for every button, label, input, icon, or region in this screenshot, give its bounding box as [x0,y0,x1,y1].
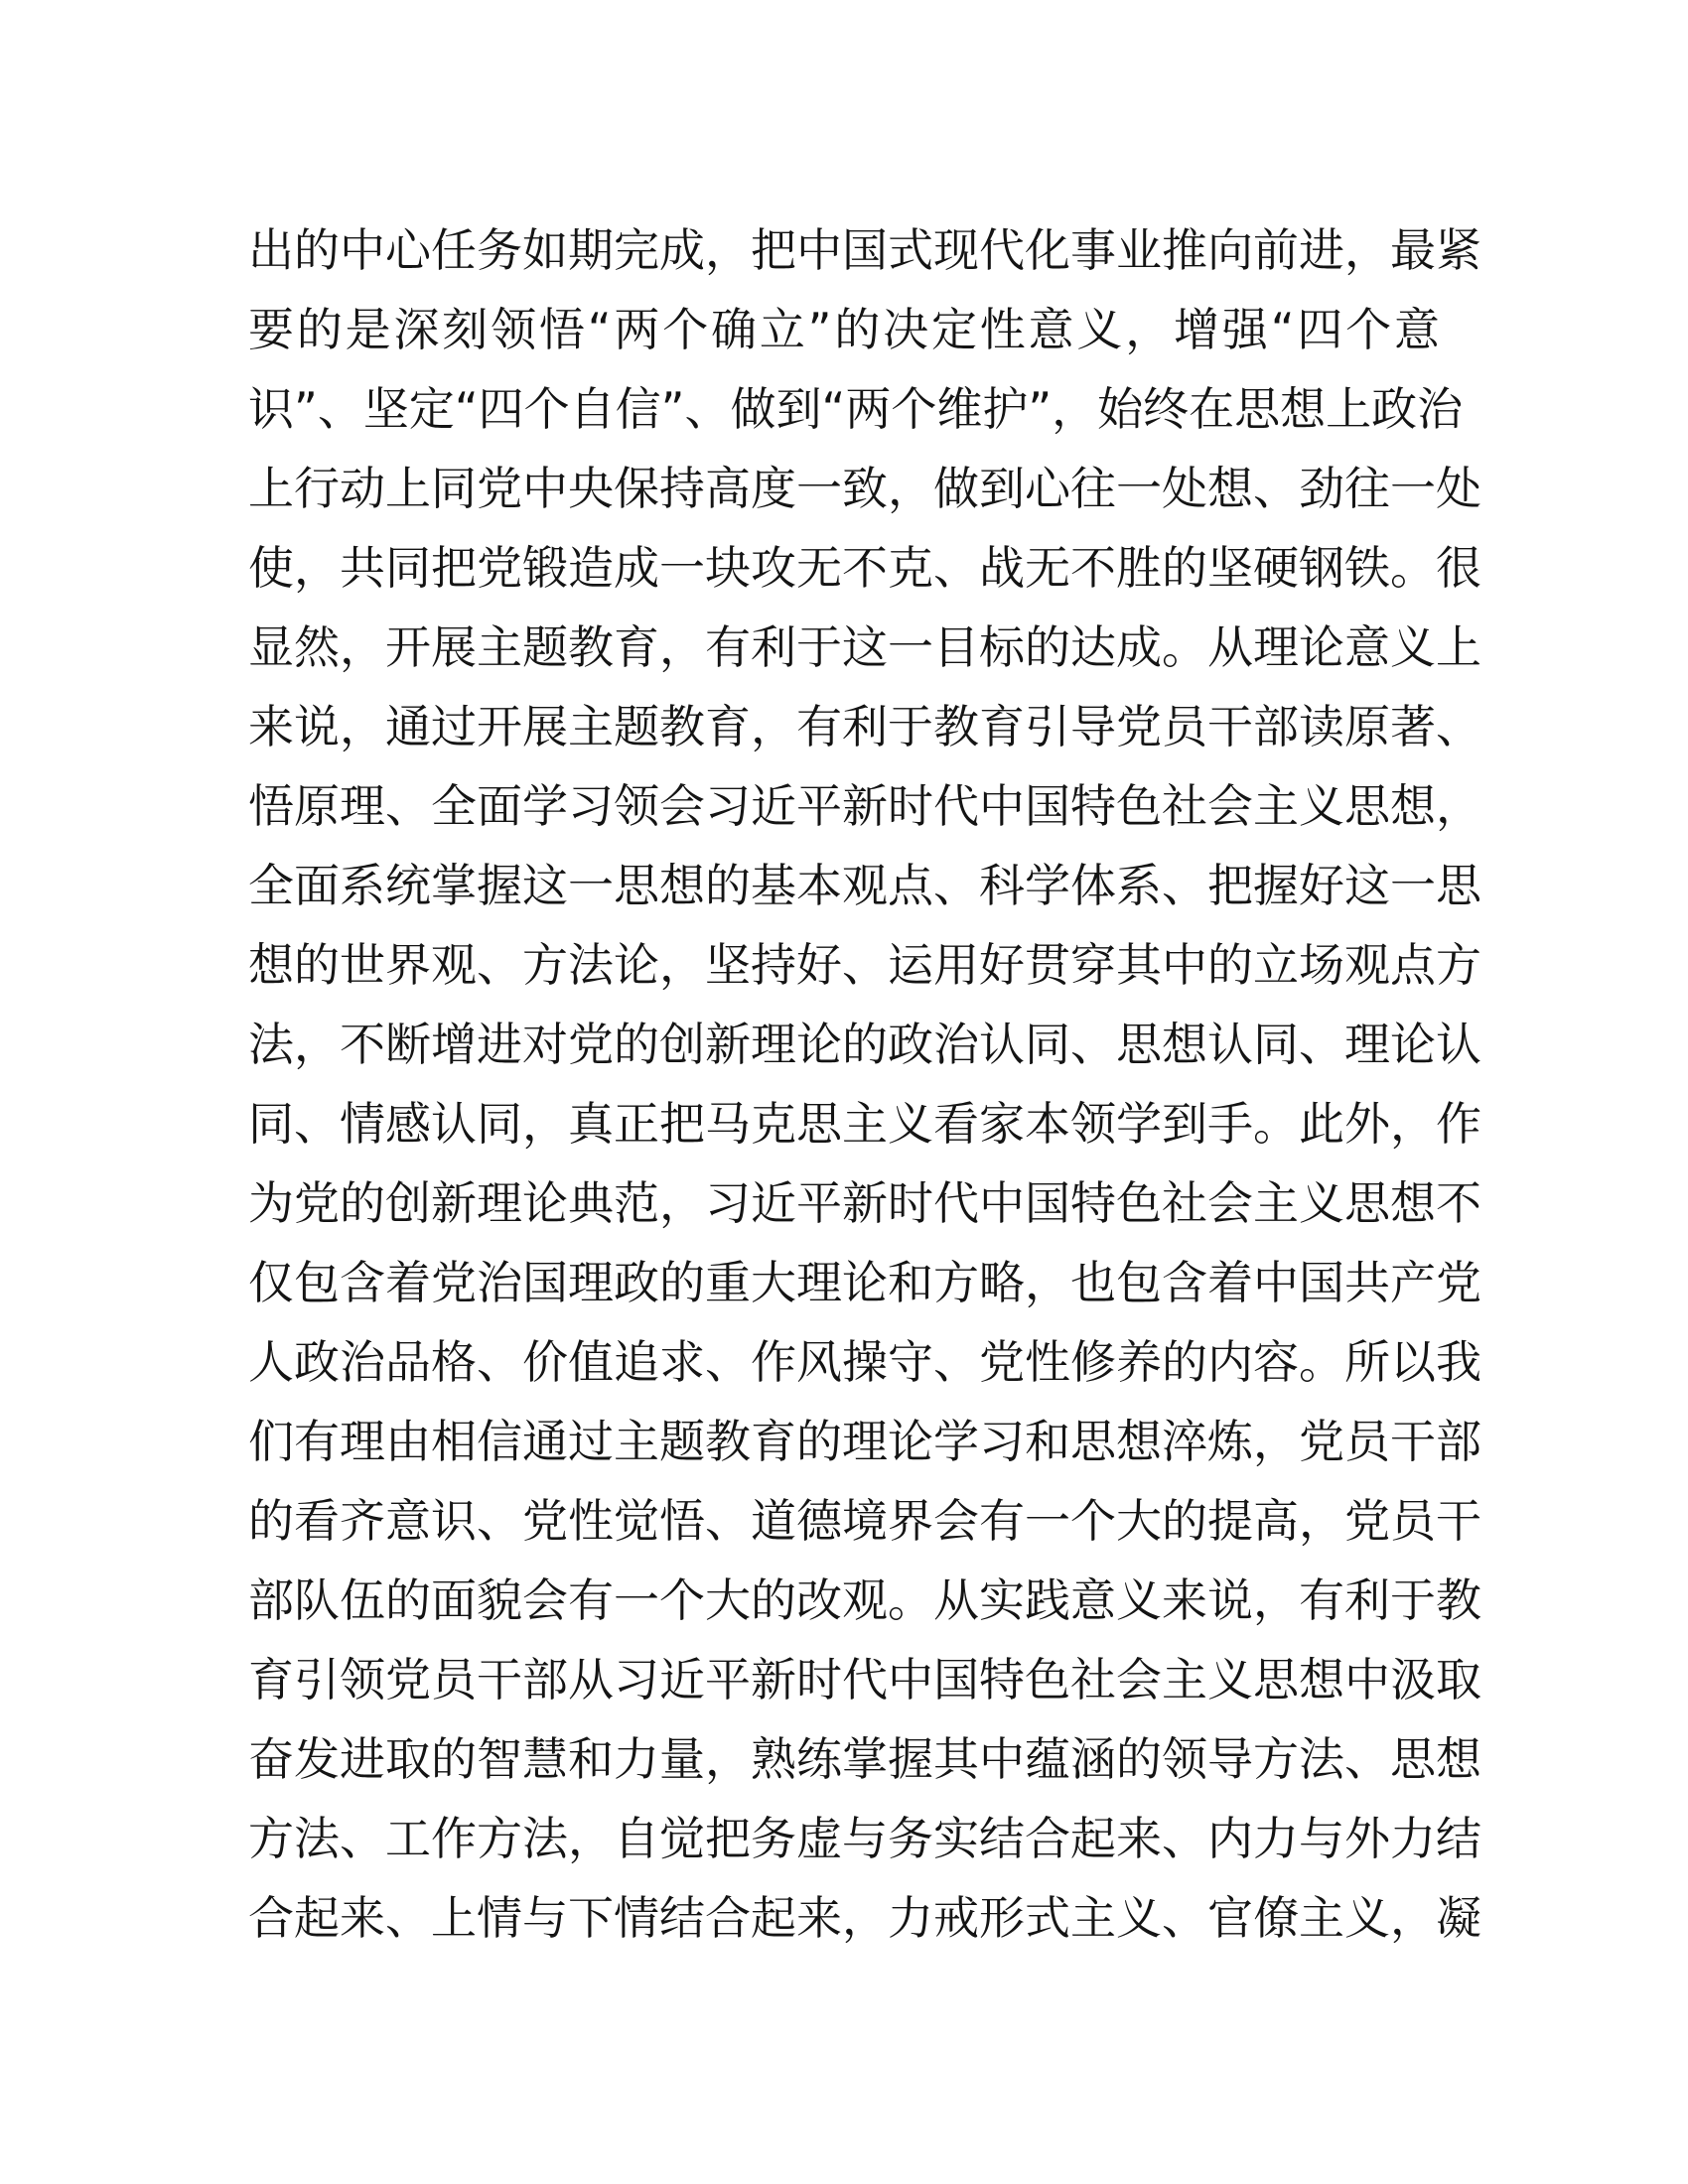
text-line: 想的世界观、方法论，坚持好、运用好贯穿其中的立场观点方 [248,938,1481,992]
text-line: 全面系统掌握这一思想的基本观点、科学体系、把握好这一思 [248,859,1481,912]
text-line: 使，共同把党锻造成一块攻无不克、战无不胜的坚硬钢铁。很 [248,541,1481,595]
text-line: 合起来、上情与下情结合起来，力戒形式主义、官僚主义，凝 [248,1891,1481,1945]
text-line: 仅包含着党治国理政的重大理论和方略，也包含着中国共产党 [248,1256,1481,1309]
text-line: 上行动上同党中央保持高度一致，做到心往一处想、劲往一处 [248,462,1481,515]
body-paragraph [248,210,1481,1958]
text-line: 法，不断增进对党的创新理论的政治认同、思想认同、理论认 [248,1018,1481,1071]
text-line: 的看齐意识、党性觉悟、道德境界会有一个大的提高，党员干 [248,1494,1481,1548]
text-line: 同、情感认同，真正把马克思主义看家本领学到手。此外，作 [248,1097,1481,1151]
text-line: 识”、坚定“四个自信”、做到“两个维护”，始终在思想上政治 [248,382,1464,436]
text-line: 悟原理、全面学习领会习近平新时代中国特色社会主义思想， [248,779,1481,833]
text-line: 方法、工作方法，自觉把务虚与务实结合起来、内力与外力结 [248,1812,1481,1865]
text-line: 人政治品格、价值追求、作风操守、党性修养的内容。所以我 [248,1335,1481,1389]
text-line: 要的是深刻领悟“两个确立”的决定性意义，增强“四个意 [248,303,1440,356]
text-line: 们有理由相信通过主题教育的理论学习和思想淬炼，党员干部 [248,1415,1481,1468]
text-line: 显然，开展主题教育，有利于这一目标的达成。从理论意义上 [248,620,1481,674]
text-line: 奋发进取的智慧和力量，熟练掌握其中蕴涵的领导方法、思想 [248,1732,1481,1786]
text-line: 部队伍的面貌会有一个大的改观。从实践意义来说，有利于教 [248,1573,1481,1627]
text-line: 来说，通过开展主题教育，有利于教育引导党员干部读原著、 [248,700,1481,753]
text-line: 出的中心任务如期完成，把中国式现代化事业推向前进，最紧 [248,223,1481,277]
text-line: 育引领党员干部从习近平新时代中国特色社会主义思想中汲取 [248,1653,1481,1706]
text-line: 为党的创新理论典范，习近平新时代中国特色社会主义思想不 [248,1176,1481,1230]
